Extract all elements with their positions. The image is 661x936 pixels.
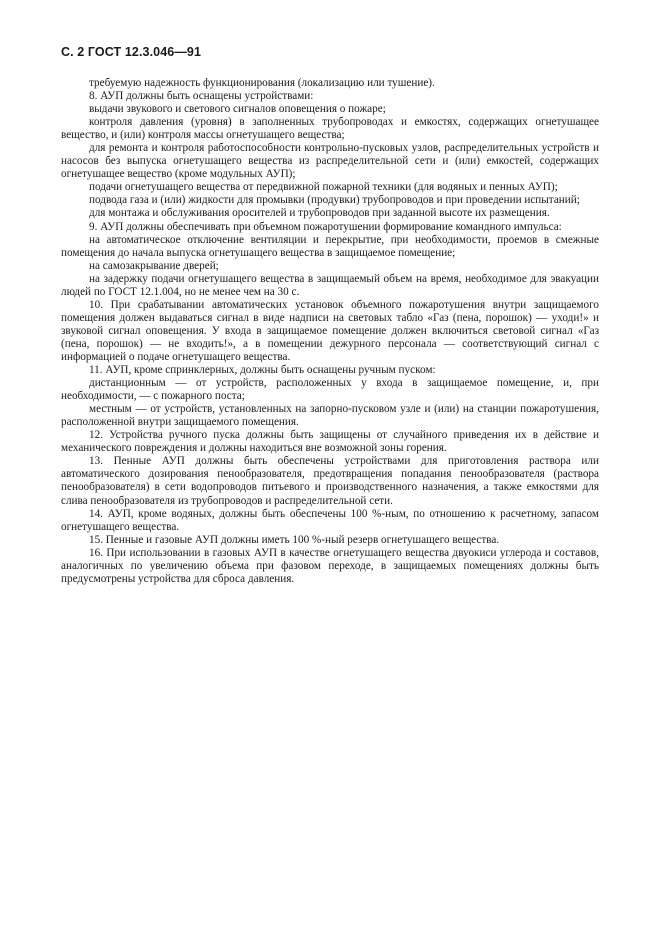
paragraph: 16. При использовании в газовых АУП в качестве огнетушащего вещества двуокиси углерода и составов, аналогичных по увеличению объема при фазовом переходе, в защищаемых помещениях должны быть предусмотрены устройства для сброса давления. xyxy=(61,546,599,585)
paragraph: 12. Устройства ручного пуска должны быть защищены от случайного приведения их в действие и механического повреждения и должны находиться вне возможной зоны горения. xyxy=(61,429,599,455)
paragraph: на задержку подачи огнетушащего вещества в защищаемый объем на время, необходимое для эвакуации людей по ГОСТ 12.1.004, но не менее чем на 30 с. xyxy=(61,272,599,298)
paragraph: 14. АУП, кроме водяных, должны быть обеспечены 100 %-ным, по отношению к расчетному, запасом огнетушащего вещества. xyxy=(61,507,599,533)
paragraph: 13. Пенные АУП должны быть обеспечены устройствами для приготовления раствора или автоматического дозирования пенообразователя, предотвращения попадания пенообразователя (раствора пенообразователя) в сети водопроводов питьевого и производственного назначения, а также емкостями для слива пенообразователя из трубопроводов и распределительной сети. xyxy=(61,455,599,507)
paragraph: подачи огнетушащего вещества от передвижной пожарной техники (для водяных и пенных АУП); xyxy=(89,181,558,194)
paragraph: 10. При срабатывании автоматических установок объемного пожаротушения внутри защищаемого помещения должен выдаваться сигнал в виде надписи на световых табло «Газ (пена, порошок) — уходи!» и звуковой сигнал оповещения. У входа в защищаемое помещение должен включиться световой сигнал «Газ (пена, порошок) — не входить!», а в помещении дежурного персонала — соответствующий сигнал с информацией о подаче огнетушащего вещества. xyxy=(61,298,599,363)
paragraph: на автоматическое отключение вентиляции и перекрытие, при необходимости, проемов в смежные помещения до начала выпуска огнетушащего вещества в защищаемое помещение; xyxy=(61,233,599,259)
paragraph: для ремонта и контроля работоспособности контрольно-пусковых узлов, распределительных устройств и насосов без выпуска огнетушащего вещества из распределительной сети и (или) емкостей, содержащих огнетушащее вещество (кроме модульных АУП); xyxy=(61,142,599,181)
paragraph: 11. АУП, кроме спринклерных, должны быть оснащены ручным пуском: xyxy=(89,364,436,377)
paragraph: выдачи звукового и светового сигналов оповещения о пожаре; xyxy=(89,103,386,116)
page-header: С. 2 ГОСТ 12.3.046—91 xyxy=(61,45,202,59)
paragraph: 9. АУП должны обеспечивать при объемном пожаротушении формирование командного импульса: xyxy=(89,220,562,233)
paragraph: требуемую надежность функционирования (локализацию или тушение). xyxy=(89,77,435,89)
paragraph: местным — от устройств, установленных на запорно-пусковом узле и (или) на станции пожаротушения, расположенной внутри защищаемого помещения. xyxy=(61,403,599,429)
paragraph: подвода газа и (или) жидкости для промывки (продувки) трубопроводов и при проведении испытаний; xyxy=(89,194,580,207)
paragraph: 15. Пенные и газовые АУП должны иметь 100 %-ный резерв огнетушащего вещества. xyxy=(89,533,500,546)
paragraph: для монтажа и обслуживания оросителей и трубопроводов при заданной высоте их размещения. xyxy=(89,207,550,220)
paragraph: контроля давления (уровня) в заполненных трубопроводах и емкостях, содержащих огнетушащее вещество, и (или) контроля массы огнетушащего вещества; xyxy=(61,116,599,142)
paragraph: на самозакрывание дверей; xyxy=(89,259,219,272)
paragraph: 8. АУП должны быть оснащены устройствами: xyxy=(89,90,314,103)
document-body xyxy=(61,77,599,586)
paragraph: дистанционным — от устройств, расположенных у входа в защищаемое помещение, и, при необходимости, — с пожарного поста; xyxy=(61,377,599,403)
